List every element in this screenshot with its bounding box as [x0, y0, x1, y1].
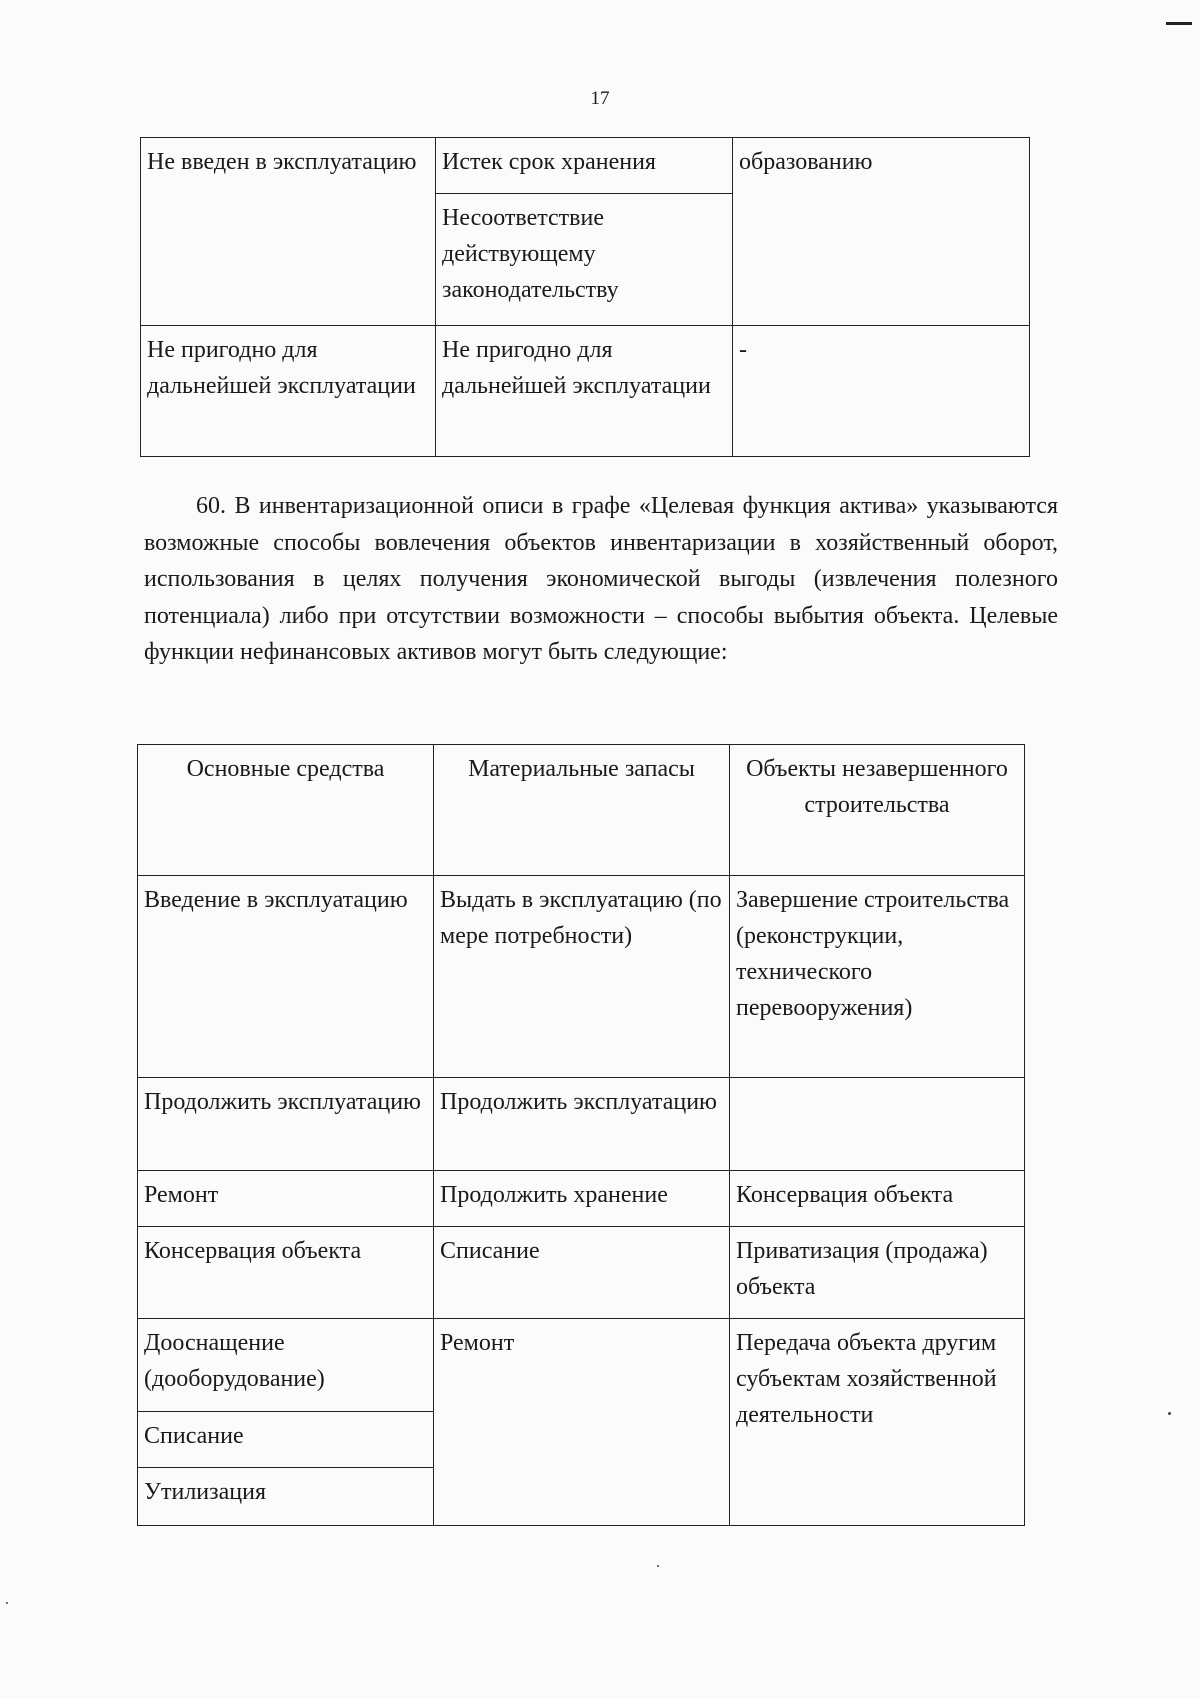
table-cell: Не введен в эксплуатацию — [141, 138, 436, 326]
column-header: Материальные запасы — [434, 745, 730, 876]
table-cell: Утилизация — [138, 1468, 434, 1526]
table-cell: Продолжить эксплуатацию — [434, 1078, 730, 1171]
column-header: Основные средства — [138, 745, 434, 876]
table-cell: Ремонт — [138, 1171, 434, 1227]
table-cell: Списание — [434, 1227, 730, 1319]
table-cell: Несоответствие действующему законодательству — [436, 194, 733, 326]
table-cell: Истек срок хранения — [436, 138, 733, 194]
scan-speck — [6, 1602, 8, 1604]
table-cell: Завершение строительства (реконструкции, технического перевооружения) — [730, 876, 1025, 1078]
scan-speck — [1168, 1412, 1171, 1415]
table-cell — [730, 1078, 1025, 1171]
table-cell: Введение в эксплуатацию — [138, 876, 434, 1078]
table-cell: Консервация объекта — [138, 1227, 434, 1319]
table-cell: Консервация объекта — [730, 1171, 1025, 1227]
table-cell: Дооснащение (дооборудование) — [138, 1319, 434, 1412]
column-header: Объекты незавершенного строительства — [730, 745, 1025, 876]
corner-scan-mark — [1166, 22, 1192, 25]
table-cell: - — [733, 326, 1030, 457]
table-cell: Продолжить хранение — [434, 1171, 730, 1227]
table-cell: образованию — [733, 138, 1030, 326]
table-cell: Ремонт — [434, 1319, 730, 1526]
continuation-table — [140, 137, 1030, 457]
table-cell: Продолжить эксплуатацию — [138, 1078, 434, 1171]
table-cell: Передача объекта другим субъектам хозяйственной деятельности — [730, 1319, 1025, 1526]
table-cell: Выдать в эксплуатацию (по мере потребности) — [434, 876, 730, 1078]
table-cell: Приватизация (продажа) объекта — [730, 1227, 1025, 1319]
scan-speck — [657, 1565, 659, 1567]
table-cell: Списание — [138, 1412, 434, 1468]
table-cell: Не пригодно для дальнейшей эксплуатации — [436, 326, 733, 457]
page-number: 17 — [590, 88, 610, 109]
target-functions-table — [137, 744, 1025, 1526]
table-cell: Не пригодно для дальнейшей эксплуатации — [141, 326, 436, 457]
paragraph-60: 60. В инвентаризационной описи в графе «Целевая функция актива» указываются возможные способы вовлечения объектов инвентаризации в хозяйственный оборот, использования в целях получения экономической выгоды (извлечения полезного потенциала) либо при отсутствии возможности – способы выбытия объекта. Целевые функции нефинансовых активов могут быть следующие: — [144, 493, 1058, 665]
